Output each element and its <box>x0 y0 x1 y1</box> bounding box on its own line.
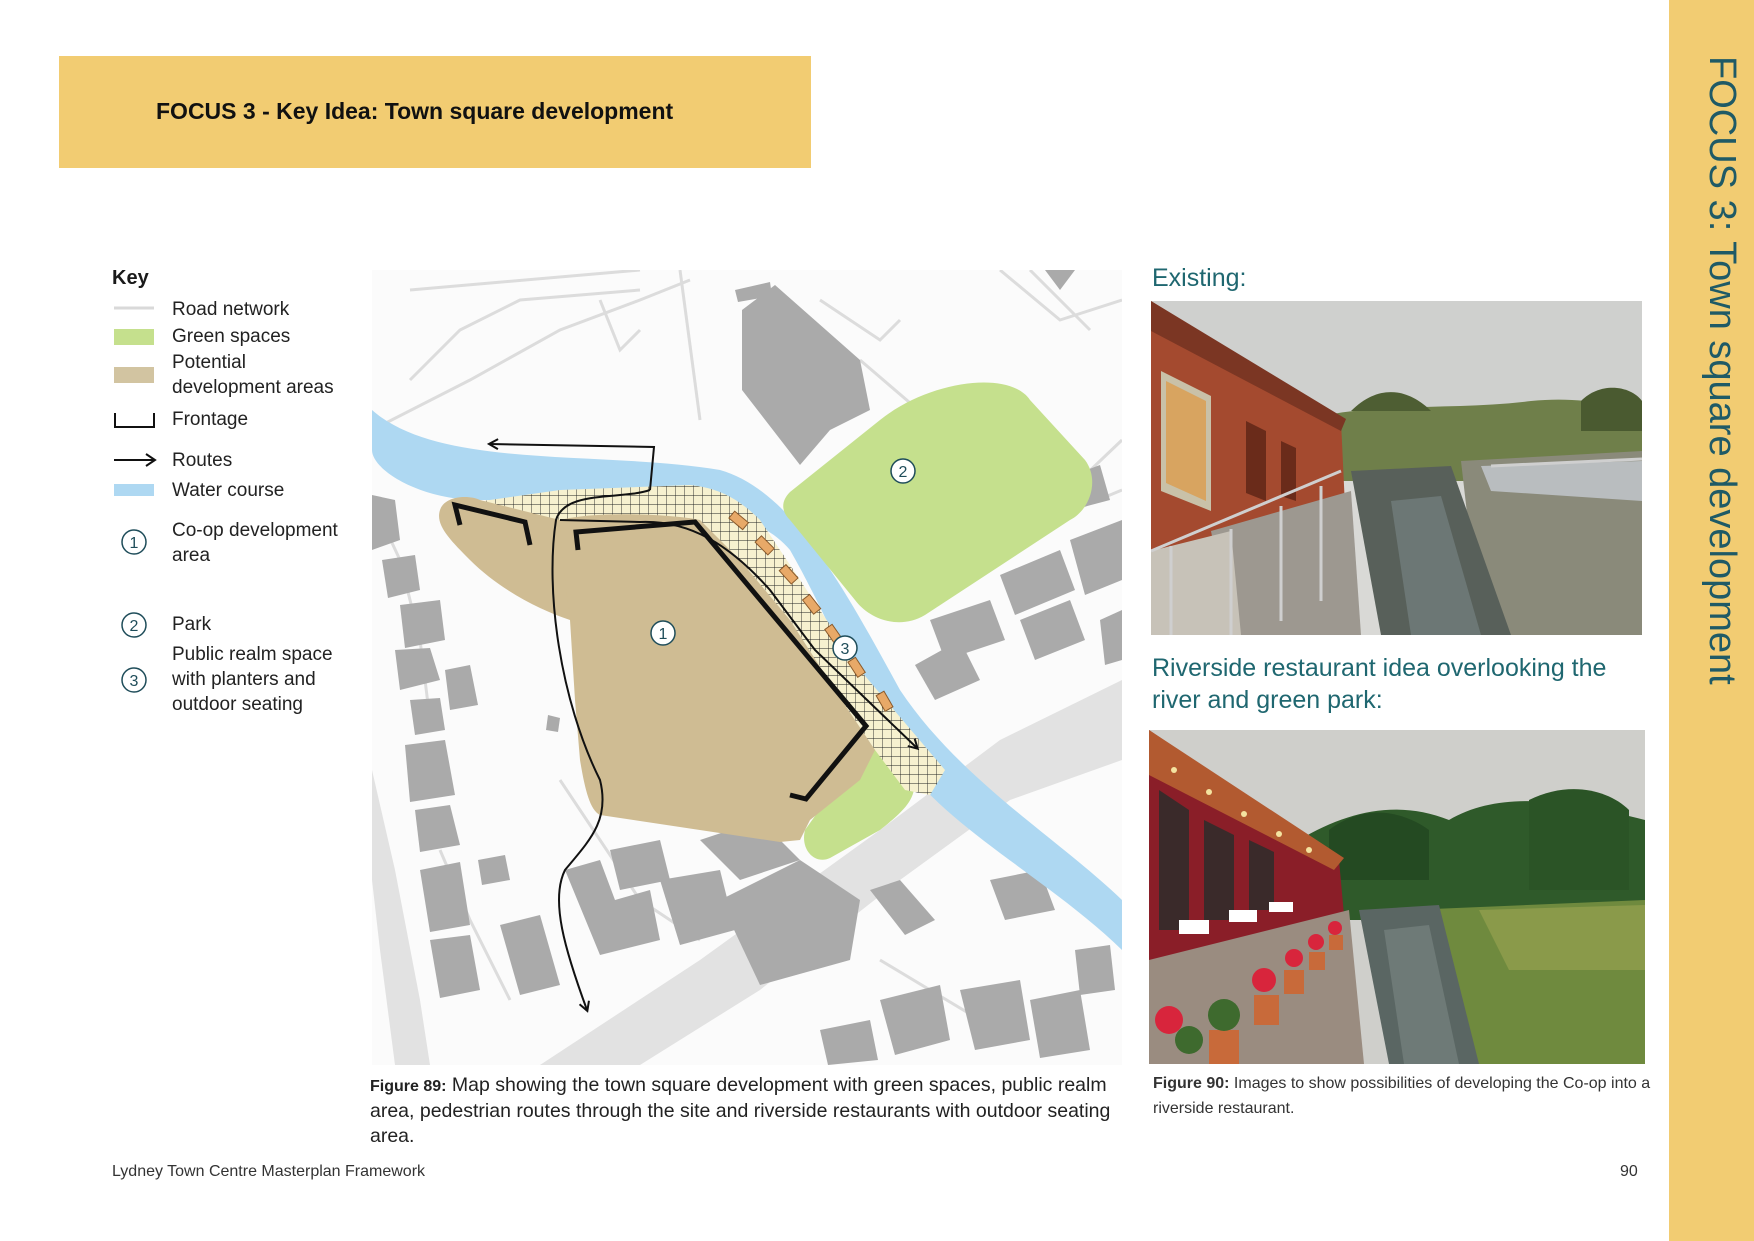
key-label: Green spaces <box>172 326 291 347</box>
circled-three-icon <box>112 642 156 717</box>
tan-swatch-icon <box>112 350 156 400</box>
key-label: Co-op development <box>172 520 338 541</box>
key-label: Frontage <box>172 409 249 430</box>
key-label: Potential <box>172 352 246 373</box>
key-label: Park <box>172 614 212 635</box>
existing-heading: Existing: <box>1152 264 1247 292</box>
figure-caption-text: Map showing the town square development with green spaces, public realm area, pedestrian routes through the site and riverside restaurants with outdoor seating area. <box>370 1074 1111 1147</box>
svg-text:3: 3 <box>129 673 139 690</box>
svg-text:1: 1 <box>129 535 139 552</box>
figure-89-caption <box>370 1073 1120 1149</box>
key-label: Public realm space <box>172 644 333 665</box>
water-swatch-icon <box>112 478 156 508</box>
map-marker-label: 2 <box>898 464 908 481</box>
title-banner <box>59 56 811 168</box>
key-title: Key <box>112 267 149 289</box>
frontage-bracket-icon <box>112 407 156 437</box>
key-label: outdoor seating <box>172 694 303 715</box>
figure-label: Figure 90: <box>1153 1075 1230 1092</box>
key-label: Road network <box>172 299 290 320</box>
circled-two-icon <box>112 612 156 642</box>
key-label: Water course <box>172 480 285 501</box>
key-label: Routes <box>172 450 233 471</box>
map-marker-label: 3 <box>840 641 850 658</box>
side-tab-label: FOCUS 3: Town square development <box>1701 56 1743 685</box>
figure-caption-text: Images to show possibilities of developing the Co-op into a riverside restaurant. <box>1153 1075 1651 1117</box>
existing-photo <box>1151 301 1642 635</box>
svg-text:2: 2 <box>129 618 139 635</box>
circled-one-icon <box>112 518 156 568</box>
map-marker-label: 1 <box>658 626 668 643</box>
route-arrow-icon <box>112 448 158 478</box>
road-line-icon <box>112 297 156 327</box>
key-label: with planters and <box>172 669 316 690</box>
page-title: FOCUS 3 - Key Idea: Town square development <box>156 98 674 124</box>
riverside-heading: Riverside restaurant idea overlooking the river and green park: <box>1152 654 1607 714</box>
riverside-restaurant-photo <box>1149 730 1645 1064</box>
map-marker-2 <box>891 459 915 483</box>
key-label: development areas <box>172 377 334 398</box>
figure-label: Figure 89: <box>370 1078 447 1095</box>
site-map <box>372 270 1122 1065</box>
map-marker-1 <box>651 621 675 645</box>
map-marker-3 <box>833 636 857 660</box>
key-label: area <box>172 545 211 566</box>
footer-document-title: Lydney Town Centre Masterplan Framework <box>112 1163 426 1180</box>
page-number: 90 <box>1620 1163 1638 1180</box>
figure-90-caption <box>1153 1071 1653 1121</box>
